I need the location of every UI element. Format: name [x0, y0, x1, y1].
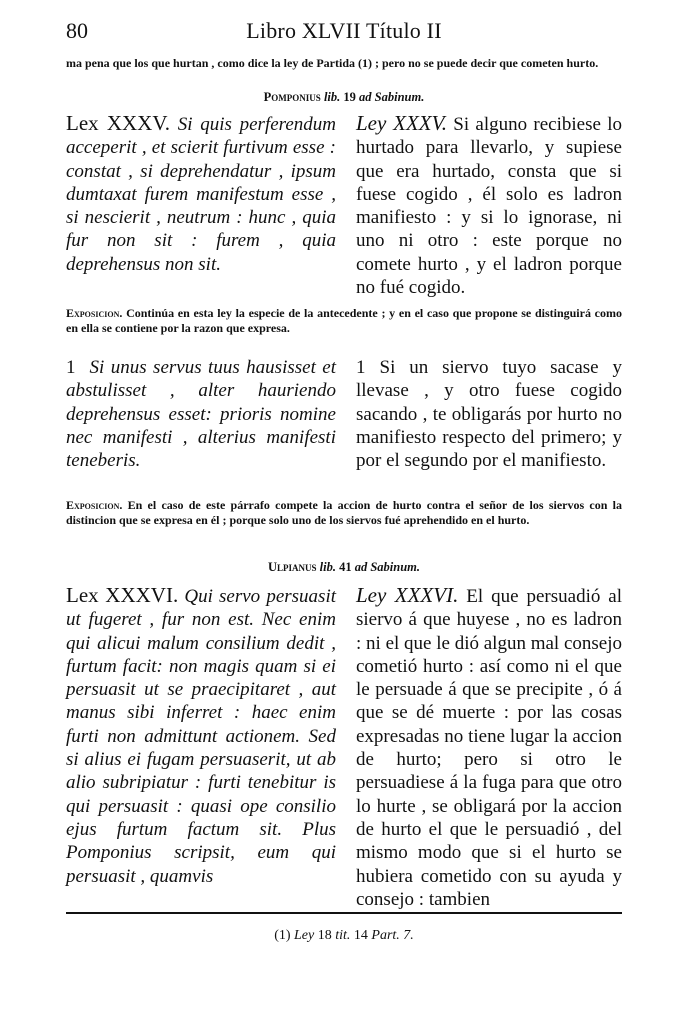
- ley-35-spanish-text: Si alguno recibiese lo hurtado para llevarlo, y supiese que era hurtado, consta que si fuese cogido , él solo es ladron manifiesto : y si lo ignorase, ni uno ni otro : este porque no comete hurto , y el ladron porque no fué cogido.: [356, 114, 622, 299]
- exposition-1: [66, 306, 622, 336]
- source-2-lib: lib.: [319, 560, 336, 574]
- paragraph-1-latin: [66, 356, 336, 472]
- lex-35-latin-text: Si quis perferendum acceperit , et scierit furtivum esse : constat , si deprehendatur , ipsum dumtaxat furem manifestum esse , si nescierit , neutrum : hunc , quia fur non sit : furem , quia deprehensus non sit.: [66, 114, 336, 275]
- footnote-marker: (1): [274, 928, 291, 943]
- paragraph-1-spanish: [356, 356, 622, 472]
- lex-35-latin: [66, 112, 336, 276]
- ley-36-spanish-text: El que persuadió al siervo á que huyese , no es ladron : ni el que le dió algun mal consejo cometió hurto : así como ni el que le persuade á que se precipite , ó á que se dé muerte : por las cosas expresadas no tiene lugar la accion de hurto; pero si otro le persuadiese á la fuga para que otro lo hurte , se obligará por la accion de hurto el que le persuadió , del mismo modo que si el hurto se hubiera cometido con su ayuda y consejo : tambien: [356, 586, 623, 910]
- footnote-ley: Ley: [294, 928, 315, 943]
- footnote-num: 18: [317, 928, 332, 943]
- source-2-author: Ulpianus: [267, 560, 317, 574]
- source-2-num: 41: [339, 560, 352, 574]
- exposition-2: [66, 498, 622, 528]
- page-header: [66, 18, 622, 48]
- page-number: 80: [66, 18, 88, 43]
- paragraph-1-spanish-text: Si un siervo tuyo sacase y llevase , y otro fuese cogido sacando , te obligarás por hurto no manifiesto respecto del primero; y por el segundo por el manifiesto.: [356, 357, 622, 472]
- exposition-1-label: Exposicion.: [66, 306, 123, 320]
- ley-35-heading: Ley XXXV.: [356, 111, 447, 135]
- source-num: 19: [343, 90, 356, 104]
- footnote-num2: 14: [353, 928, 368, 943]
- source-2-ad: ad Sabinum.: [354, 560, 421, 574]
- running-title: Libro XLVII Título II: [246, 18, 442, 43]
- paragraph-1-latin-text: Si unus servus tuus hausisset et abstulisset , alter hauriendo deprehensus esset: prioris nomine nec manifesti , alterius manifesti teneberis.: [66, 357, 336, 472]
- footnote-rule: [66, 912, 622, 914]
- source-citation-1: [66, 90, 622, 105]
- exposition-2-text: En el caso de este párrafo compete la accion de hurto contra el señor de los siervos con la distincion que se expresa en él ; porque solo uno de los siervos fué aprehendido en el hurto.: [66, 498, 622, 527]
- source-lib: lib.: [323, 90, 341, 104]
- source-ad: ad Sabinum.: [359, 90, 425, 104]
- footnote-tit: tit.: [335, 928, 351, 943]
- ley-36-heading: Ley XXXVI.: [356, 583, 459, 607]
- ley-35-spanish: [356, 112, 622, 299]
- lex-36-latin: [66, 584, 336, 888]
- footnote: [66, 928, 622, 944]
- lex-36-heading: Lex XXXVI.: [66, 583, 179, 607]
- lex-36-latin-text: Qui servo persuasit ut fugeret , fur non est. Nec enim qui alicui malum consilium dedit , furtum facit: non magis quam si ei persuasit ut se praecipitaret , aut manus sibi inferret : haec enim furti non admittunt actionem. Sed si alius ei fugam persuaserit, ut ab alio subripiatur : furti tenebitur is qui persuasit : quasi ope consilio ejus furtum factum sit. Plus Pomponius scripsit, eum qui persuasit , quamvis: [66, 586, 337, 887]
- footnote-part: Part. 7.: [371, 928, 414, 943]
- exposition-2-label: Exposicion.: [66, 498, 123, 512]
- source-citation-2: [66, 560, 622, 575]
- paragraph-1-spanish-number: 1: [356, 357, 366, 378]
- ley-36-spanish: [356, 584, 622, 911]
- source-author: Pomponius: [263, 90, 321, 104]
- paragraph-1-number: 1: [66, 357, 76, 378]
- intro-paragraph: ma pena que los que hurtan , como dice la ley de Partida (1) ; pero no se puede decir que cometen hurto.: [66, 56, 599, 70]
- exposition-1-text: Continúa en esta ley la especie de la antecedente ; y en el caso que propone se distinguirá como en ella se contiene por la razon que expresa.: [66, 306, 622, 335]
- lex-35-heading: Lex XXXV.: [66, 111, 171, 135]
